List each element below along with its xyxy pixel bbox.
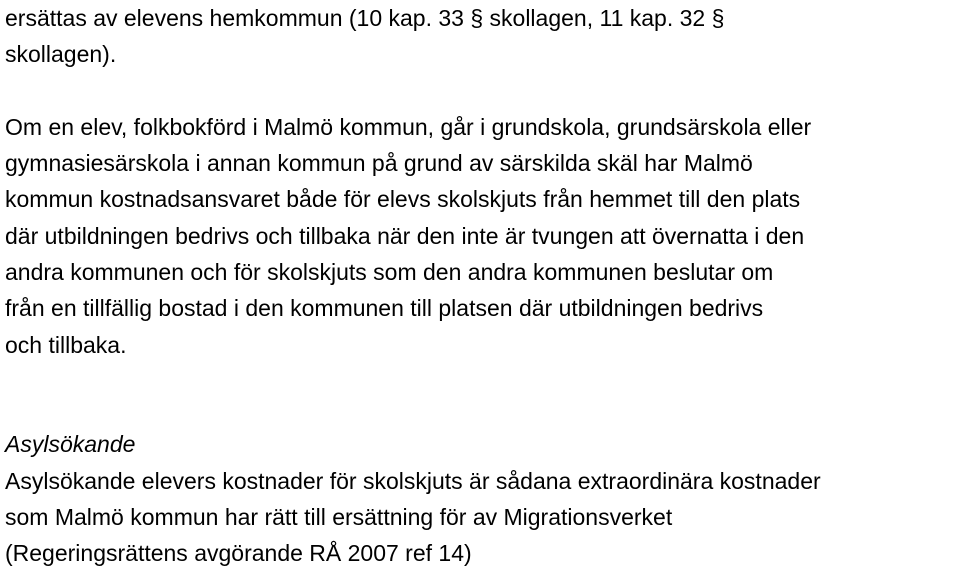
section-heading: Asylsökande — [5, 431, 136, 458]
text-line: som Malmö kommun har rätt till ersättning för av Migrationsverket — [5, 503, 673, 530]
text-line: andra kommunen och för skolskjuts som den andra kommunen beslutar om — [5, 259, 774, 286]
text-line: skollagen). — [5, 41, 117, 68]
paragraph-spacer — [5, 73, 960, 109]
document-page — [5, 0, 960, 571]
section-spacer — [5, 363, 960, 426]
text-line: Asylsökande elevers kostnader för skolskjuts är sådana extraordinära kostnader — [5, 467, 821, 494]
paragraph-transport — [5, 109, 960, 363]
paragraph-top — [5, 0, 960, 73]
text-line: där utbildningen bedrivs och tillbaka när den inte är tvungen att övernatta i den — [5, 222, 805, 249]
text-line: kommun kostnadsansvaret både för elevs skolskjuts från hemmet till den plats — [5, 186, 801, 213]
text-line: ersättas av elevens hemkommun (10 kap. 33 § skollagen, 11 kap. 32 § — [5, 5, 725, 31]
text-line: (Regeringsrättens avgörande RÅ 2007 ref 14) — [5, 540, 472, 567]
text-line: Om en elev, folkbokförd i Malmö kommun, går i grundskola, grundsärskola eller — [5, 113, 812, 140]
text-line: gymnasiesärskola i annan kommun på grund av särskilda skäl har Malmö — [5, 150, 753, 177]
text-line: från en tillfällig bostad i den kommunen till platsen där utbildningen bedrivs — [5, 295, 764, 322]
text-line: och tillbaka. — [5, 331, 127, 358]
section-asylum — [5, 426, 960, 571]
